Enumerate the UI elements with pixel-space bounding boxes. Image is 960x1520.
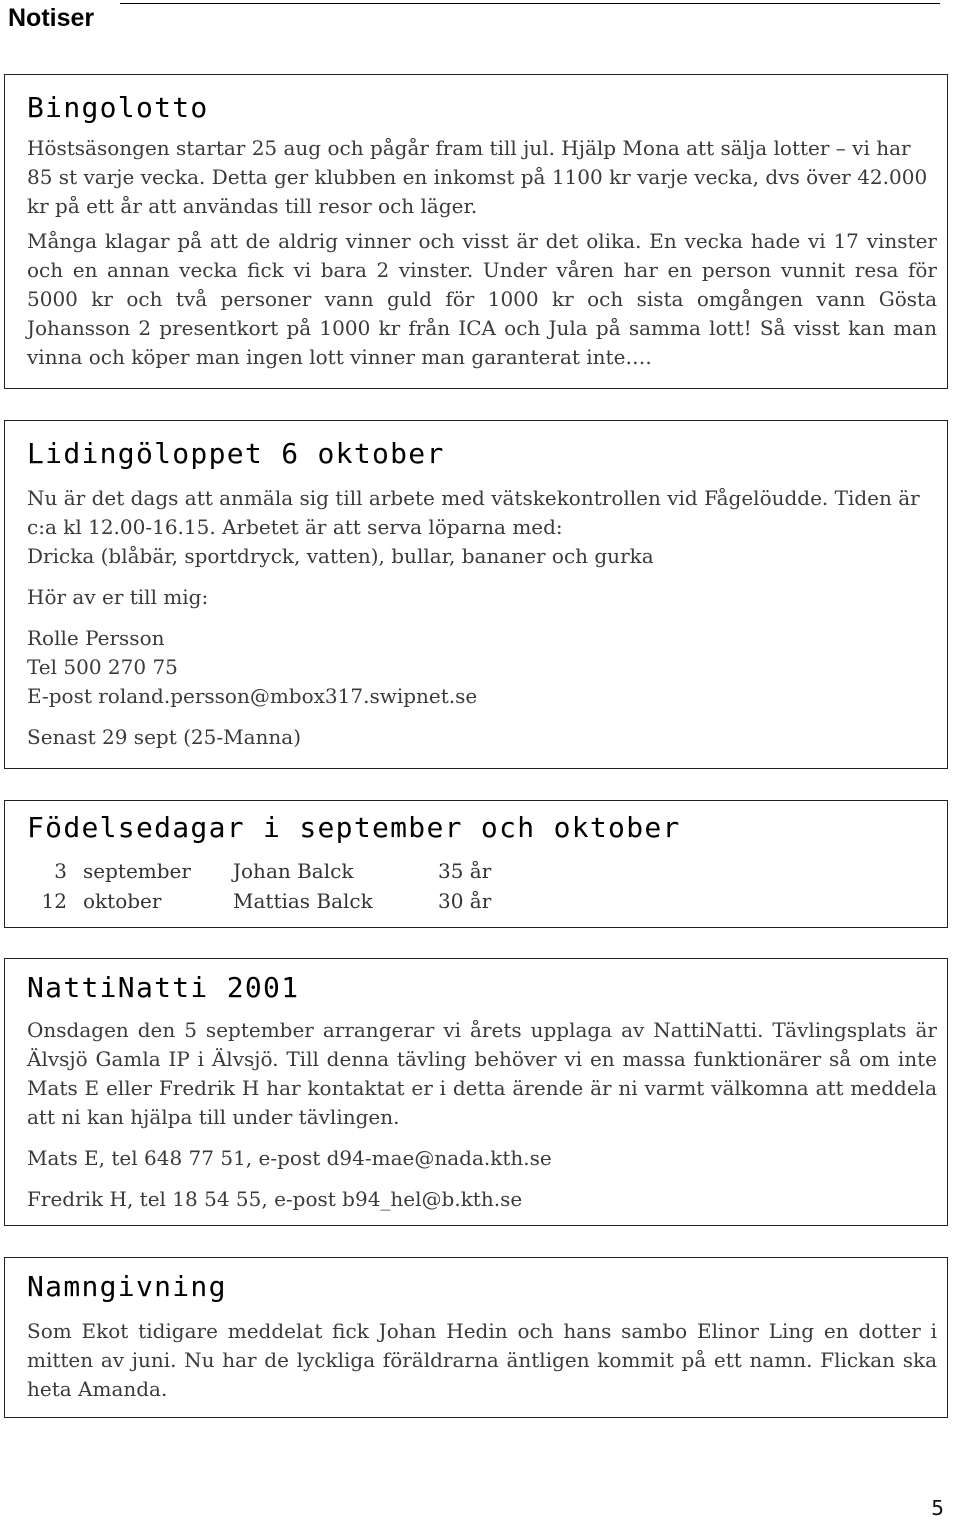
lidingoloppet-contact-intro: Hör av er till mig:	[27, 585, 209, 609]
birthday-row	[27, 886, 937, 916]
lidingoloppet-section	[4, 420, 948, 769]
birthday-name: Johan Balck	[233, 859, 354, 883]
section-title-bingolotto: Bingolotto	[27, 91, 209, 124]
lidingoloppet-paragraph-1: Nu är det dags att anmäla sig till arbete med vätskekontrollen vid Fågelöudde. Tiden är c:a kl 12.00-16.15. Arbetet är att serva löparna med:	[27, 486, 920, 539]
birthday-row	[27, 856, 937, 886]
section-title-nattinatti: NattiNatti 2001	[27, 971, 300, 1004]
lidingoloppet-contact-email[interactable]: E-post roland.persson@mbox317.swipnet.se	[27, 684, 478, 708]
birthday-age: 35 år	[438, 859, 492, 883]
bingolotto-paragraph-2: Många klagar på att de aldrig vinner och visst är det olika. En vecka hade vi 17 vinster och en annan vecka fick vi bara 2 vinster. Under våren har en person vunnit resa för 5000 kr och två personer vann guld för 1000 kr och sista omgången vann Gösta Johansson 2 presentkort på 1000 kr från ICA och Jula på samma lott! Så visst kan man vinna och köper man ingen lott vinner man garanterat inte….	[27, 229, 937, 369]
page-number: 5	[931, 1496, 944, 1520]
nattinatti-contact-mats: Mats E, tel 648 77 51, e-post d94-mae@nada.kth.se	[27, 1146, 552, 1170]
nattinatti-paragraph: Onsdagen den 5 september arrangerar vi årets upplaga av NattiNatti. Tävlingsplats är Älvsjö Gamla IP i Älvsjö. Till denna tävling behöver vi en massa funktionärer så om inte Mats E eller Fredrik H har kontaktat er i detta ärende är ni varmt välkomna att meddela att ni kan hjälpa till under tävlingen.	[27, 1018, 937, 1129]
bingolotto-paragraph-1: Höstsäsongen startar 25 aug och pågår fram till jul. Hjälp Mona att sälja lotter – vi har 85 st varje vecka. Detta ger klubben en inkomst på 1100 kr varje vecka, dvs över 42.000 kr på ett år att användas till resor och läger.	[27, 136, 928, 218]
birthday-month: september	[83, 859, 191, 883]
birthday-month: oktober	[83, 889, 162, 913]
section-title-namngivning: Namngivning	[27, 1270, 227, 1303]
lidingoloppet-deadline: Senast 29 sept (25-Manna)	[27, 725, 302, 749]
namngivning-paragraph: Som Ekot tidigare meddelat fick Johan Hedin och hans sambo Elinor Ling en dotter i mitten av juni. Nu har de lyckliga föräldrarna äntligen kommit på ett namn. Flickan ska heta Amanda.	[27, 1319, 937, 1401]
lidingoloppet-contact-name: Rolle Persson	[27, 626, 165, 650]
birthday-name: Mattias Balck	[233, 889, 373, 913]
namngivning-section	[4, 1257, 948, 1418]
header-rule	[120, 3, 940, 4]
nattinatti-contact-fredrik: Fredrik H, tel 18 54 55, e-post b94_hel@b.kth.se	[27, 1187, 523, 1211]
section-title-lidingoloppet: Lidingöloppet 6 oktober	[27, 437, 445, 470]
nattinatti-section	[4, 958, 948, 1226]
bingolotto-section	[4, 74, 948, 389]
lidingoloppet-contact-tel: Tel 500 270 75	[27, 655, 178, 679]
section-title-birthdays: Födelsedagar i september och oktober	[27, 811, 681, 844]
birthday-age: 30 år	[438, 889, 492, 913]
page-title: Notiser	[8, 4, 95, 32]
birthday-day: 12	[41, 889, 67, 913]
lidingoloppet-paragraph-2: Dricka (blåbär, sportdryck, vatten), bullar, bananer och gurka	[27, 544, 654, 568]
birthdays-section	[4, 800, 948, 928]
birthday-day: 3	[54, 859, 67, 883]
